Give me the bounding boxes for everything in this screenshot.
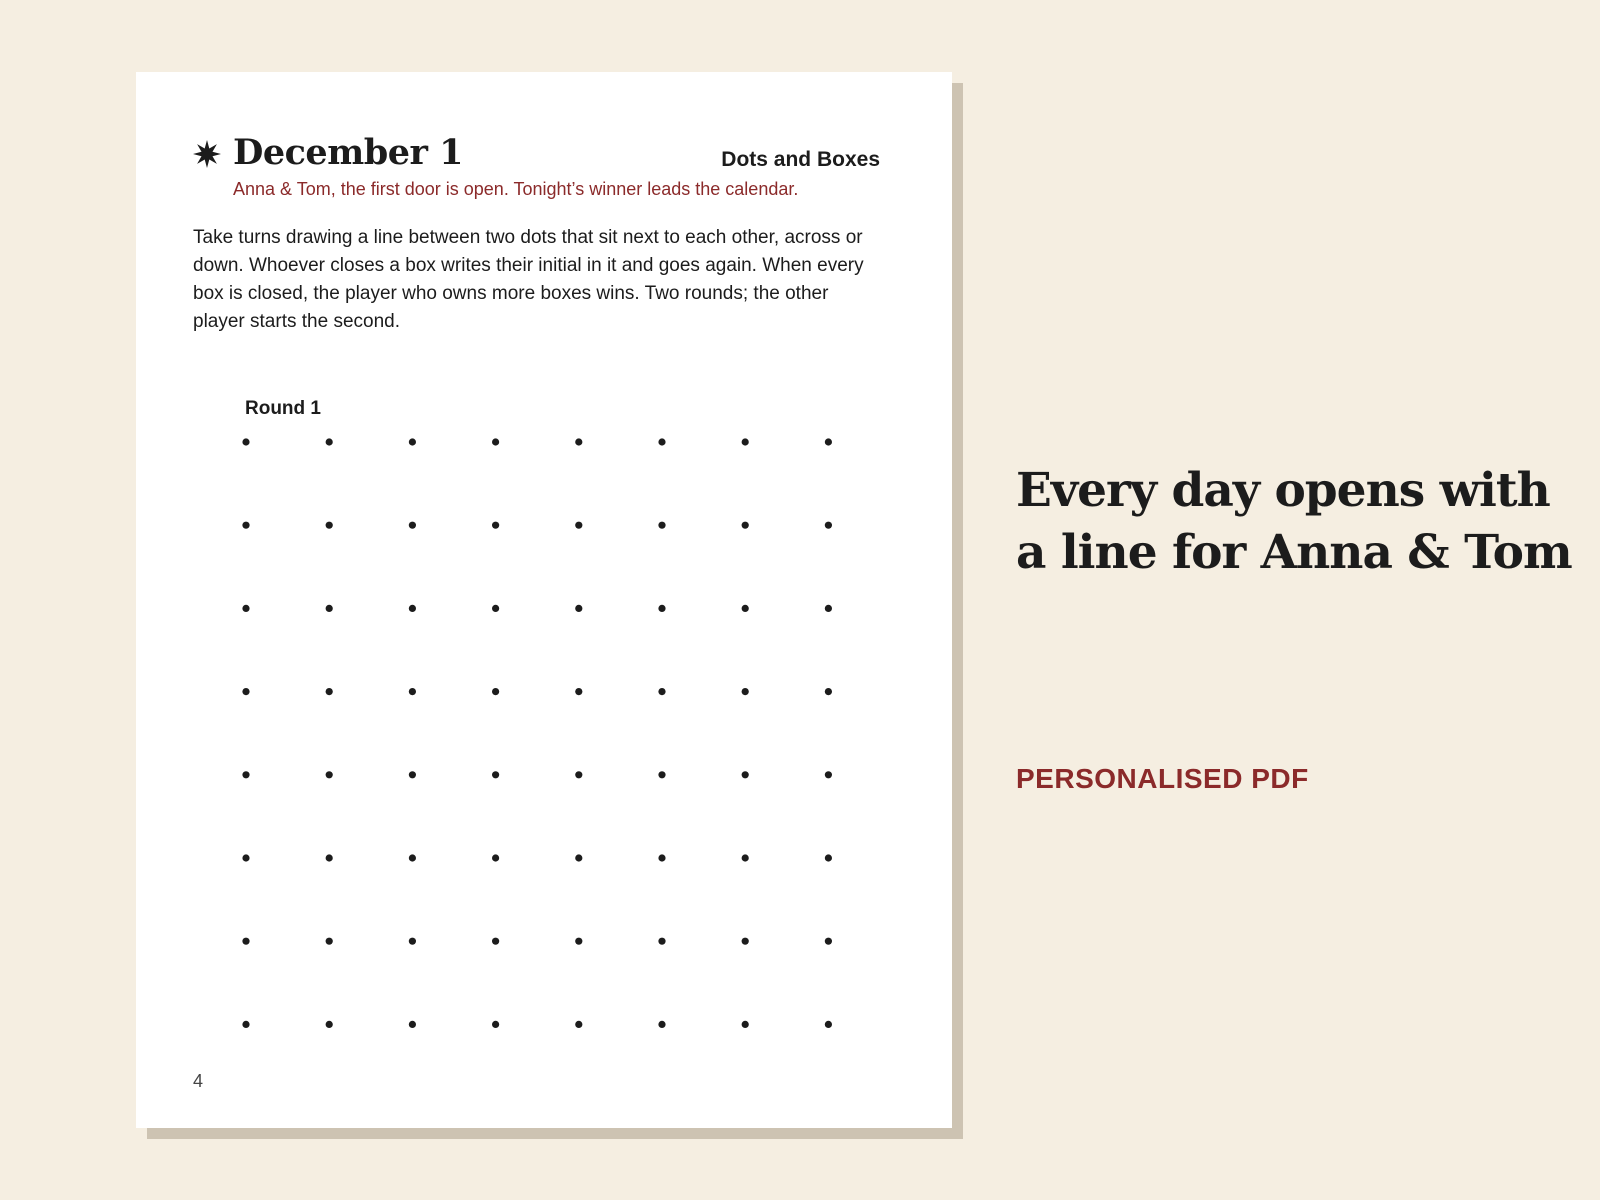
- grid-dot: [825, 854, 832, 861]
- grid-dot: [575, 771, 582, 778]
- grid-dot: [492, 688, 499, 695]
- grid-dot: [242, 522, 249, 529]
- page-title: December 1: [233, 132, 463, 173]
- round-label: Round 1: [245, 398, 321, 419]
- grid-dot: [658, 438, 665, 445]
- grid-dot: [575, 1021, 582, 1028]
- grid-dot: [742, 522, 749, 529]
- grid-dot: [492, 771, 499, 778]
- grid-dot: [825, 688, 832, 695]
- grid-dot: [242, 438, 249, 445]
- grid-dot: [742, 605, 749, 612]
- grid-dot: [825, 522, 832, 529]
- grid-dot: [825, 1021, 832, 1028]
- grid-dot: [575, 938, 582, 945]
- grid-dot: [575, 688, 582, 695]
- grid-dot: [492, 938, 499, 945]
- grid-dot: [658, 854, 665, 861]
- format-label: PERSONALISED PDF: [1016, 763, 1309, 794]
- grid-dot: [742, 771, 749, 778]
- game-name: Dots and Boxes: [721, 148, 880, 171]
- grid-dot: [742, 438, 749, 445]
- grid-dot: [326, 605, 333, 612]
- grid-dot: [825, 938, 832, 945]
- grid-dot: [825, 438, 832, 445]
- grid-dot: [242, 605, 249, 612]
- grid-dot: [575, 522, 582, 529]
- grid-dot: [492, 438, 499, 445]
- grid-dot: [326, 854, 333, 861]
- grid-dot: [575, 438, 582, 445]
- game-instructions: Take turns drawing a line between two dots that sit next to each other, across or down. Whoever closes a box writes their initial in it and goes again. When every box is closed, the player who owns more boxes wins. Two rounds; the other player starts the second.: [193, 227, 864, 332]
- grid-dot: [825, 605, 832, 612]
- grid-dot: [409, 438, 416, 445]
- grid-dot: [742, 854, 749, 861]
- grid-dot: [492, 522, 499, 529]
- grid-dot: [242, 688, 249, 695]
- grid-dot: [492, 854, 499, 861]
- grid-dot: [409, 688, 416, 695]
- grid-dot: [242, 854, 249, 861]
- grid-dot: [409, 771, 416, 778]
- grid-dot: [825, 771, 832, 778]
- grid-dot: [242, 938, 249, 945]
- grid-dot: [409, 522, 416, 529]
- dedication-line: Anna & Tom, the first door is open. Tonight’s winner leads the calendar.: [233, 179, 799, 199]
- grid-dot: [326, 1021, 333, 1028]
- grid-dot: [409, 1021, 416, 1028]
- grid-dot: [492, 605, 499, 612]
- grid-dot: [492, 1021, 499, 1028]
- page-number: 4: [193, 1071, 204, 1091]
- grid-dot: [658, 605, 665, 612]
- grid-dot: [658, 688, 665, 695]
- grid-dot: [242, 1021, 249, 1028]
- grid-dot: [658, 522, 665, 529]
- grid-dot: [409, 854, 416, 861]
- grid-dot: [742, 938, 749, 945]
- grid-dot: [326, 938, 333, 945]
- grid-dot: [326, 771, 333, 778]
- grid-dot: [658, 771, 665, 778]
- grid-dot: [658, 1021, 665, 1028]
- grid-dot: [242, 771, 249, 778]
- grid-dot: [575, 605, 582, 612]
- grid-dot: [742, 688, 749, 695]
- grid-dot: [326, 438, 333, 445]
- grid-dot: [575, 854, 582, 861]
- grid-dot: [742, 1021, 749, 1028]
- grid-dot: [658, 938, 665, 945]
- printable-page: [136, 72, 952, 1128]
- dot-grid: [136, 72, 952, 1128]
- promo-tagline: Every day opens with a line for Anna & Tom: [1016, 463, 1572, 580]
- grid-dot: [409, 605, 416, 612]
- grid-dot: [326, 522, 333, 529]
- grid-dot: [409, 938, 416, 945]
- grid-dot: [326, 688, 333, 695]
